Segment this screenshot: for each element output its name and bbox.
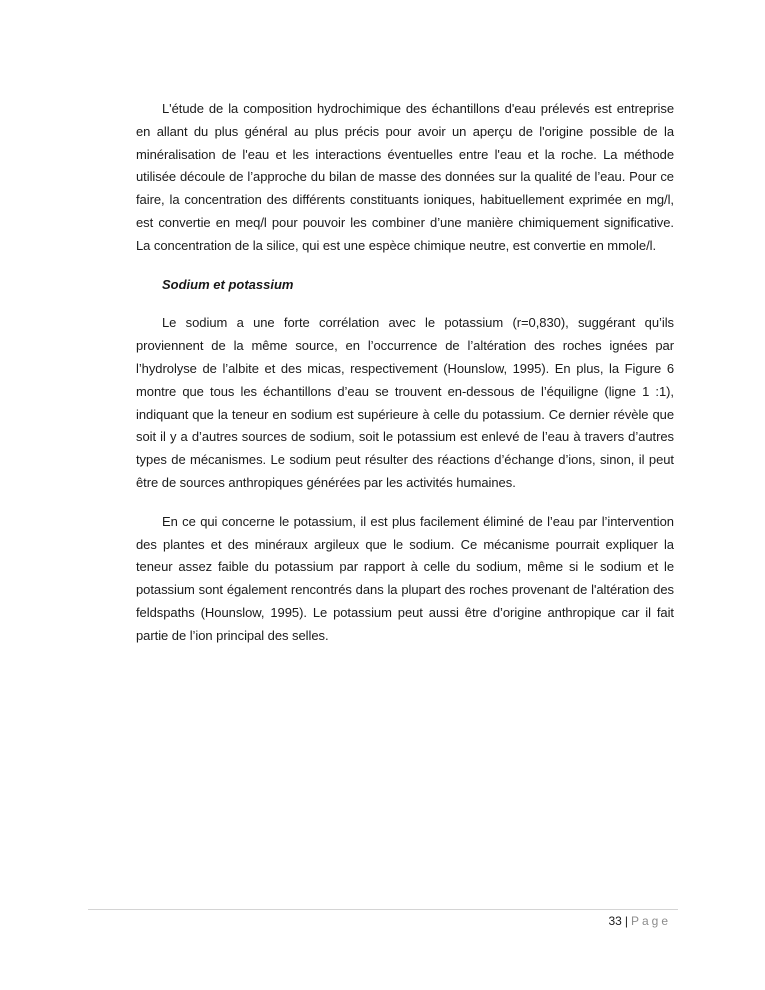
page-label: Page — [630, 914, 671, 928]
page-footer — [608, 913, 671, 929]
body-text — [136, 98, 674, 664]
footer-divider — [88, 909, 678, 910]
sodium-paragraph: Le sodium a une forte corrélation avec le potassium (r=0,830), suggérant qu’ils proviennent de la même source, en l’occurrence de l’altération des roches ignées par l’hydrolyse de l’albite et des micas, respectivement (Hounslow, 1995). En plus, la Figure 6 montre que tous les échantillons d’eau se trouvent en-dessous de l’équiligne (ligne 1 :1), indiquant que la teneur en sodium est supérieure à celle du potassium. Ce dernier révèle que soit il y a d’autres sources de sodium, soit le potassium est enlevé de l’eau à travers d’autres types de mécanismes. Le sodium peut résulter des réactions d’échange d’ions, sinon, il peut être de sources anthropiques générées par les activités humaines. — [136, 315, 674, 490]
section-heading: Sodium et potassium — [162, 276, 294, 292]
intro-paragraph: L'étude de la composition hydrochimique des échantillons d'eau prélevés est entreprise en allant du plus général au plus précis pour avoir un aperçu de l'origine possible de la minéralisation de l'eau et les interactions éventuelles entre l'eau et la roche. La méthode utilisée découle de l’approche du bilan de masse des données sur la qualité de l’eau. Pour ce faire, la concentration des différents constituants ioniques, habituellement exprimée en mg/l, est convertie en meq/l pour pouvoir les combiner d’une manière chimiquement significative. La concentration de la silice, qui est une espèce chimique neutre, est convertie en mmole/l. — [136, 101, 674, 253]
potassium-paragraph: En ce qui concerne le potassium, il est plus facilement éliminé de l’eau par l’intervention des plantes et des minéraux argileux que le sodium. Ce mécanisme pourrait expliquer la teneur assez faible du potassium par rapport à celle du sodium, même si le sodium et le potassium sont également rencontrés dans la plupart des roches provenant de l'altération des feldspaths (Hounslow, 1995). Le potassium peut aussi être d’origine anthropique car il fait partie de l’ion principal des selles. — [136, 513, 674, 643]
footer-separator: | — [624, 914, 628, 928]
page-number: 33 — [608, 914, 622, 928]
